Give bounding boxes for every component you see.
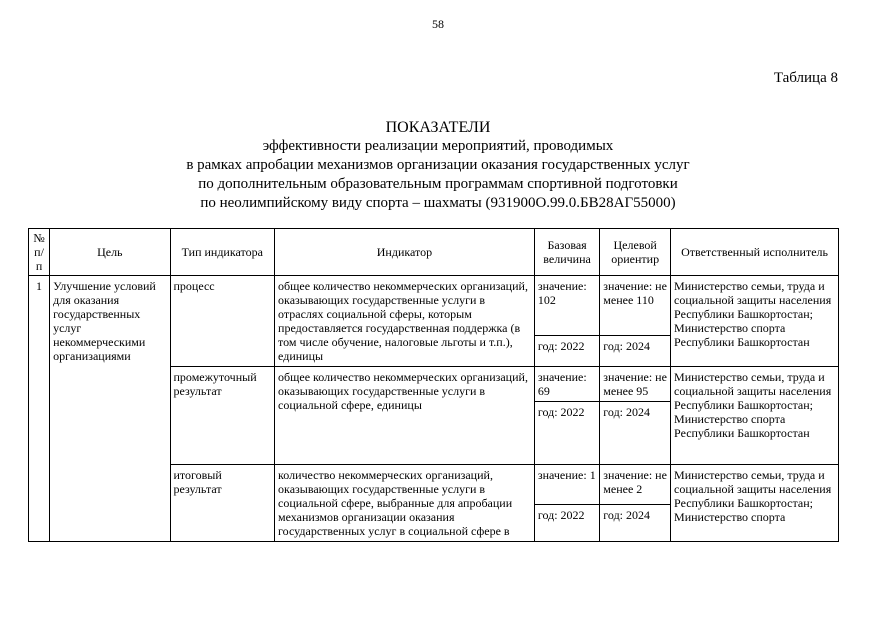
title-line: по неолимпийскому виду спорта – шахматы (931900О.99.0.БВ28АГ55000): [200, 195, 676, 211]
base-year-cell: год: 2022: [534, 336, 599, 367]
table-label: Таблица 8: [773, 70, 838, 86]
goal-cell: Улучшение условий для оказания государственных услуг некоммерческими организациями: [50, 276, 170, 542]
table-title: [0, 118, 876, 213]
target-year-cell: год: 2024: [600, 336, 671, 367]
header-indicator: Индикатор: [275, 229, 535, 276]
target-value-cell: значение: не менее 95: [600, 367, 671, 402]
row-number: 1: [29, 276, 50, 542]
indicator-type-cell: процесс: [170, 276, 275, 367]
header-number: № п/п: [29, 229, 50, 276]
header-indicator-type: Тип индикатора: [170, 229, 275, 276]
responsible-cell: Министерство семьи, труда и социальной защиты населения Республики Башкортостан; Министерство спорта Республики Башкортостан: [671, 367, 839, 465]
indicator-type-cell: итоговый результат: [170, 465, 275, 542]
responsible-cell: Министерство семьи, труда и социальной защиты населения Республики Башкортостан; Министерство спорта Республики Башкортостан: [671, 276, 839, 367]
base-value-cell: значение: 1: [534, 465, 599, 505]
base-year-cell: год: 2022: [534, 402, 599, 465]
title-main: ПОКАЗАТЕЛИ: [385, 119, 491, 136]
header-responsible: Ответственный исполнитель: [671, 229, 839, 276]
indicator-type-cell: промежуточный результат: [170, 367, 275, 465]
title-line: эффективности реализации мероприятий, проводимых: [262, 138, 614, 154]
header-row: [29, 229, 839, 276]
title-line: в рамках апробации механизмов организации оказания государственных услуг: [186, 157, 690, 173]
base-year-cell: год: 2022: [534, 504, 599, 542]
header-base-value: Базовая величина: [534, 229, 599, 276]
table-row: [29, 276, 839, 336]
indicator-cell: общее количество некоммерческих организаций, оказывающих государственные услуги в отраслях социальной сферы, которым предоставляется государственная поддержка (в том числе обучение, налоговые льготы и т.п.), единицы: [275, 276, 535, 367]
target-value-cell: значение: не менее 110: [600, 276, 671, 336]
title-line: по дополнительным образовательным программам спортивной подготовки: [198, 176, 678, 192]
indicators-table: [28, 228, 839, 542]
base-value-cell: значение: 69: [534, 367, 599, 402]
indicator-cell: общее количество некоммерческих организаций, оказывающих государственные услуги в социальной сфере, единицы: [275, 367, 535, 465]
responsible-cell: Министерство семьи, труда и социальной защиты населения Республики Башкортостан; Министерство спорта: [671, 465, 839, 542]
target-year-cell: год: 2024: [600, 504, 671, 542]
base-value-cell: значение: 102: [534, 276, 599, 336]
header-goal: Цель: [50, 229, 170, 276]
indicator-cell: количество некоммерческих организаций, оказывающих государственные услуги в социальной сфере, выбранные для апробации механизмов организации оказания государственных услуг в социальной сфере в: [275, 465, 535, 542]
target-value-cell: значение: не менее 2: [600, 465, 671, 505]
target-year-cell: год: 2024: [600, 402, 671, 465]
page-number: 58: [432, 17, 444, 31]
header-target: Целевой ориентир: [600, 229, 671, 276]
